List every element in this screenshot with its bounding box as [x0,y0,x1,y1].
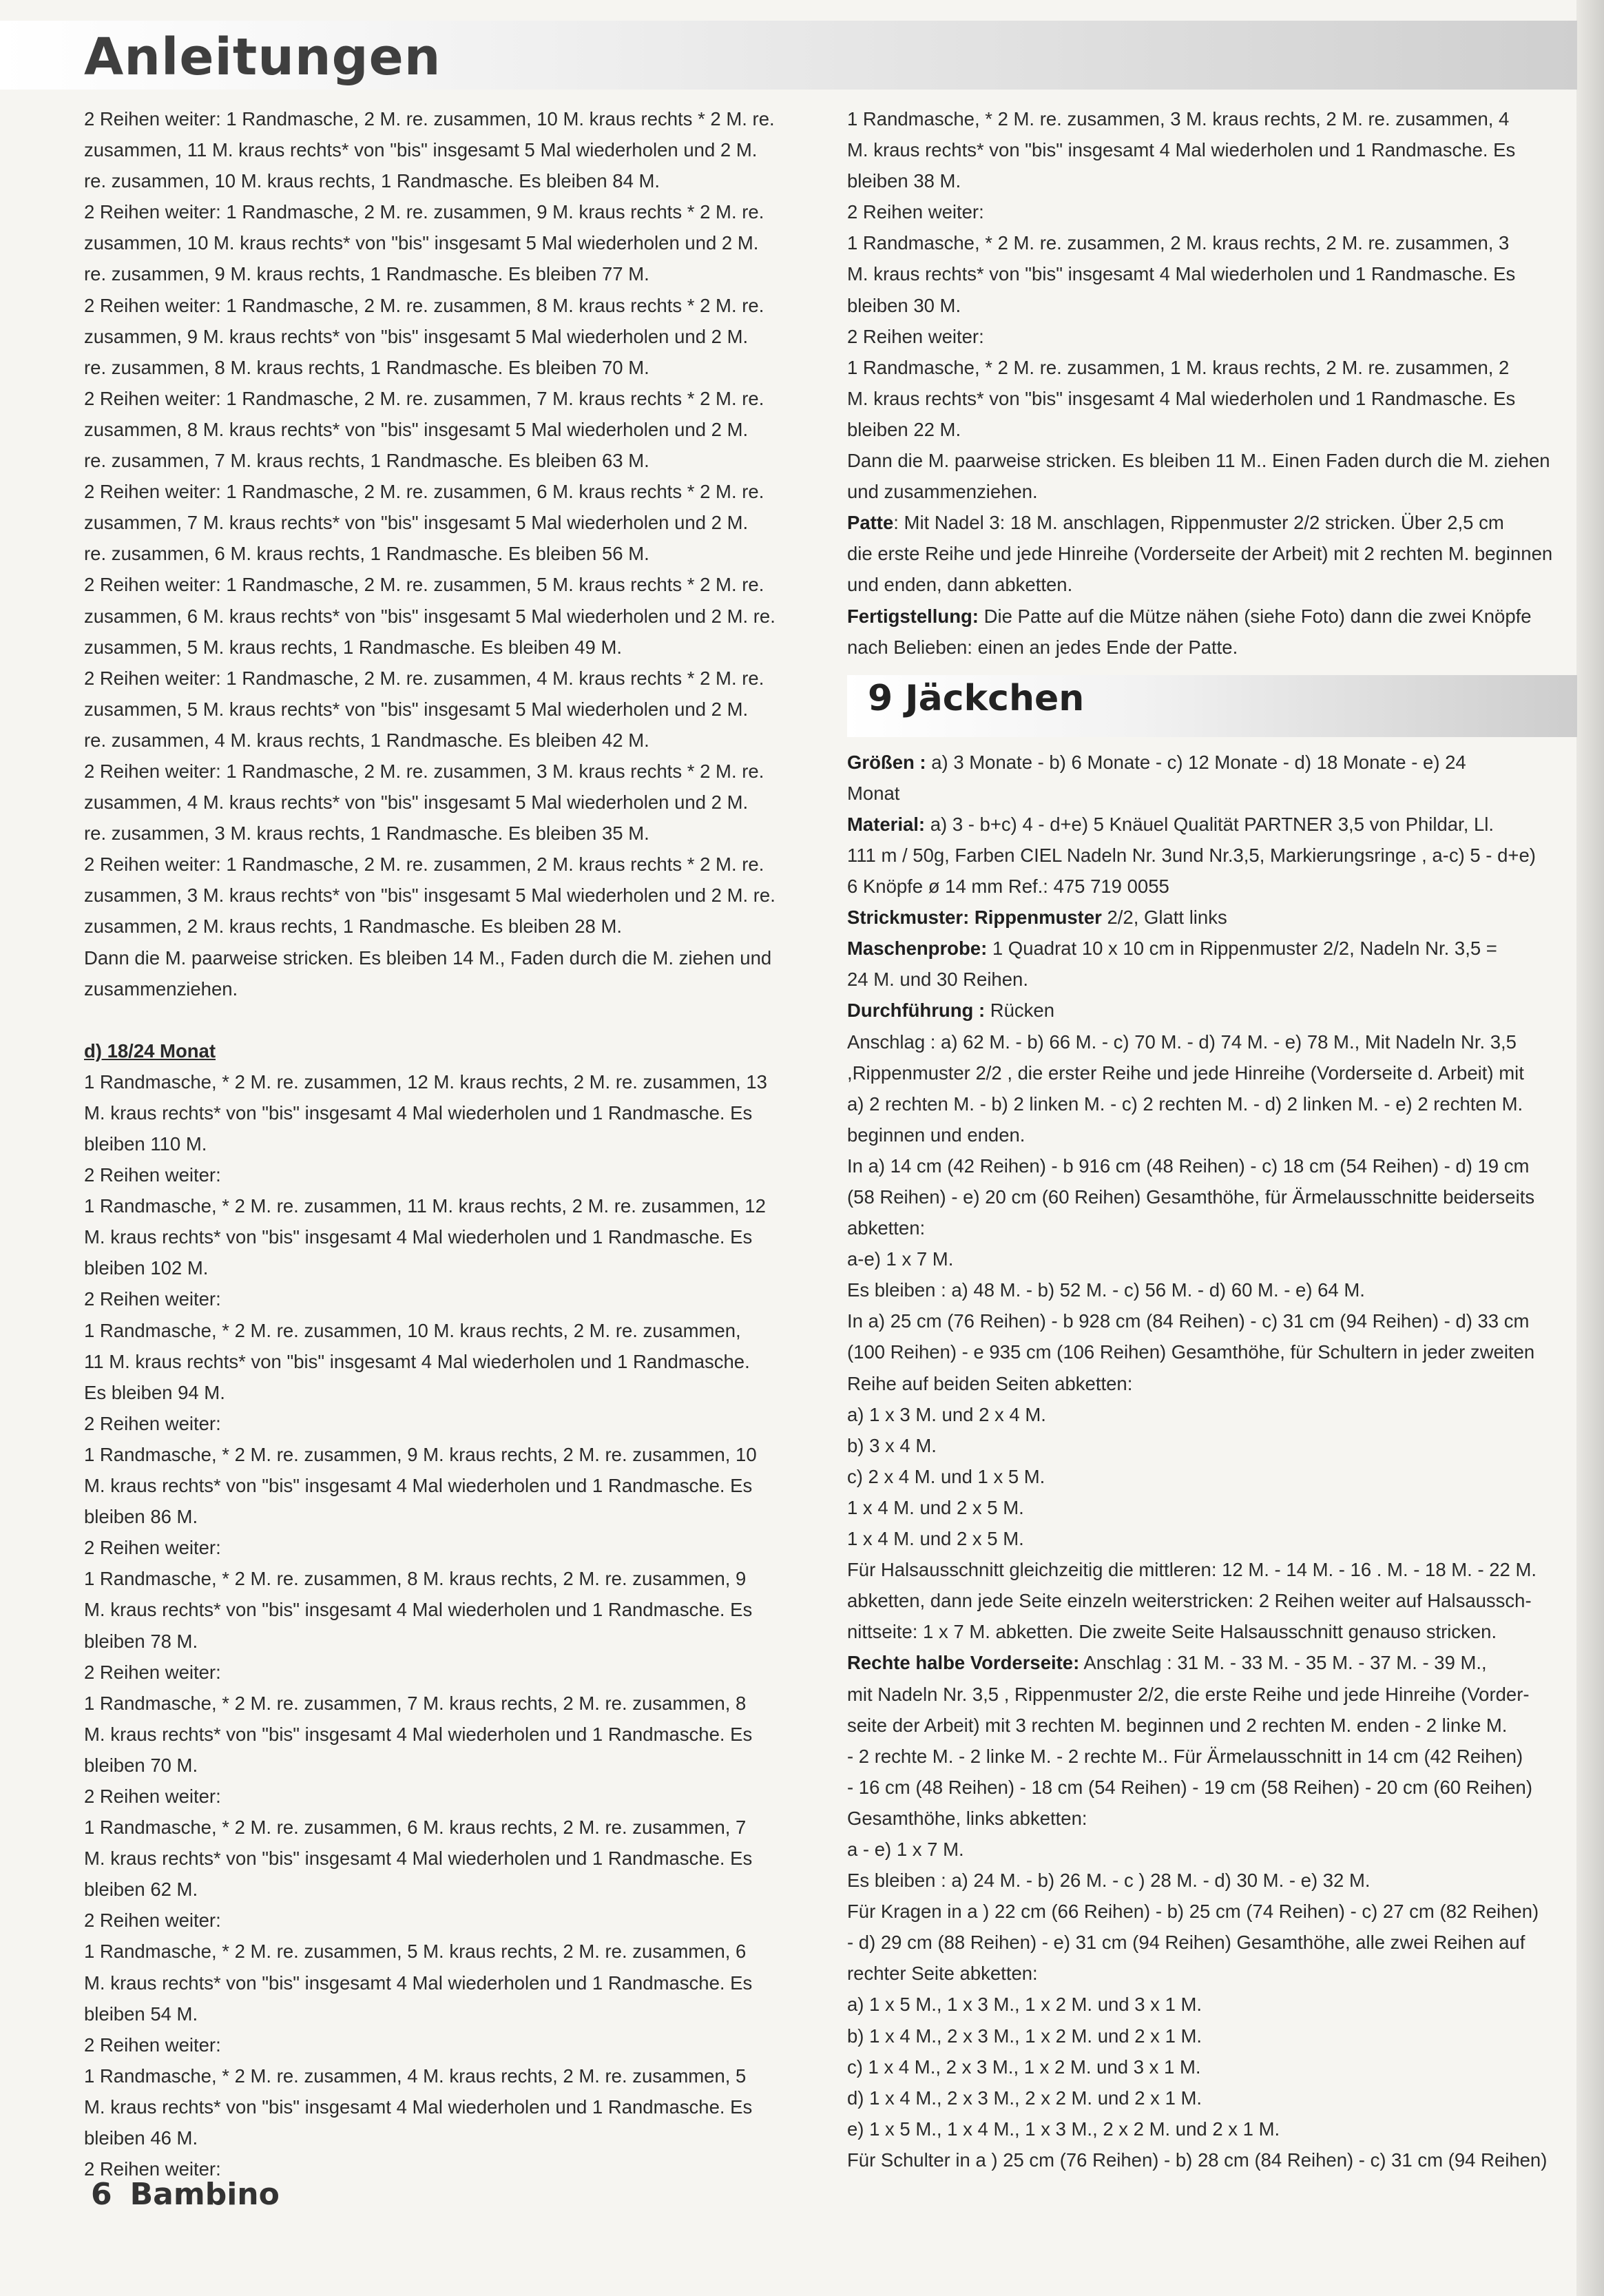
text-line: re. zusammen, 8 M. kraus rechts, 1 Randmasche. Es bleiben 70 M. [84,356,649,378]
page-footer [91,2177,298,2212]
right-column [847,103,1577,2175]
fertig-label: Fertigstellung: [847,605,979,627]
text-line: - 2 rechte M. - 2 linke M. - 2 rechte M.. Für Ärmelausschnitt in 14 cm (42 Reihen) [847,1745,1523,1767]
text-line: zusammen, 9 M. kraus rechts* von "bis" insgesamt 5 Mal wiederholen und 2 M. [84,325,749,347]
text-line: (100 Reihen) - e 935 cm (106 Reihen) Gesamthöhe, für Schultern in jeder zweiten [847,1341,1535,1363]
text-line: a) 1 x 3 M. und 2 x 4 M. [847,1403,1046,1425]
rechte-text: Anschlag : 31 M. - 33 M. - 35 M. - 37 M. - 39 M., [1079,1652,1487,1674]
text-line: 2 Reihen weiter: 1 Randmasche, 2 M. re. zusammen, 7 M. kraus rechts * 2 M. re. [84,387,764,409]
text-line: 11 M. kraus rechts* von "bis" insgesamt 4 Mal wiederholen und 1 Randmasche. [84,1350,750,1372]
text-line: M. kraus rechts* von "bis" insgesamt 4 Mal wiederholen und 1 Randmasche. Es [847,263,1516,285]
text-line: und zusammenziehen. [847,481,1038,503]
text-line: 1 Randmasche, * 2 M. re. zusammen, 10 M. kraus rechts, 2 M. re. zusammen, [84,1319,741,1341]
text-line: 1 Randmasche, * 2 M. re. zusammen, 12 M. kraus rechts, 2 M. re. zusammen, 13 [84,1071,767,1093]
text-line: 1 Randmasche, * 2 M. re. zusammen, 7 M. kraus rechts, 2 M. re. zusammen, 8 [84,1692,747,1714]
text-line: nittseite: 1 x 7 M. abketten. Die zweite Seite Halsausschnitt genauso stricken. [847,1621,1497,1643]
patte-line-2: die erste Reihe und jede Hinreihe (Vorderseite der Arbeit) mit 2 rechten M. beginnen [847,543,1553,565]
text-line: Es bleiben 94 M. [84,1381,225,1403]
material-label: Material: [847,813,926,835]
text-line: Es bleiben : a) 48 M. - b) 52 M. - c) 56 M. - d) 60 M. - e) 64 M. [847,1279,1365,1301]
text-line: 2 Reihen weiter: [84,1164,221,1186]
right-instructions [847,103,1577,507]
material-line-2: 111 m / 50g, Farben CIEL Nadeln Nr. 3und Nr.3,5, Markierungsringe , a-c) 5 - d+e) [847,844,1536,866]
text-line: - 16 cm (48 Reihen) - 18 cm (54 Reihen) - 19 cm (58 Reihen) - 20 cm (60 Reihen) [847,1776,1532,1798]
text-line: re. zusammen, 10 M. kraus rechts, 1 Randmasche. Es bleiben 84 M. [84,170,660,192]
text-line: bleiben 54 M. [84,2003,198,2025]
patte-text: : Mit Nadel 3: 18 M. anschlagen, Rippenmuster 2/2 stricken. Über 2,5 cm [893,512,1504,534]
groessen-label: Größen : [847,751,926,773]
rechte-label: Rechte halbe Vorderseite: [847,1652,1080,1674]
text-line: 1 x 4 M. und 2 x 5 M. [847,1528,1024,1550]
patte-line-3: und enden, dann abketten. [847,574,1073,596]
fertig-line [847,601,1577,632]
text-line: 2 Reihen weiter: 1 Randmasche, 2 M. re. zusammen, 2 M. kraus rechts * 2 M. re. [84,854,764,876]
text-line: 2 Reihen weiter: [84,2034,221,2056]
text-line: 1 Randmasche, * 2 M. re. zusammen, 11 M. kraus rechts, 2 M. re. zusammen, 12 [84,1195,766,1217]
text-line: bleiben 22 M. [847,418,961,440]
patte-label: Patte [847,512,894,534]
text-line: e) 1 x 5 M., 1 x 4 M., 1 x 3 M., 2 x 2 M. und 2 x 1 M. [847,2118,1280,2140]
text-line: zusammen, 10 M. kraus rechts* von "bis" insgesamt 5 Mal wiederholen und 2 M. [84,232,759,254]
text-line: M. kraus rechts* von "bis" insgesamt 4 Mal wiederholen und 1 Randmasche. Es [84,1226,753,1248]
text-line: seite der Arbeit) mit 3 rechten M. beginnen und 2 rechten M. enden - 2 linke M. [847,1714,1508,1736]
text-line: re. zusammen, 3 M. kraus rechts, 1 Randmasche. Es bleiben 35 M. [84,823,649,845]
text-line: abketten: [847,1217,926,1239]
text-line: 2 Reihen weiter: 1 Randmasche, 2 M. re. zusammen, 8 M. kraus rechts * 2 M. re. [84,294,764,316]
text-line: 2 Reihen weiter: [84,1785,221,1807]
text-line: 1 Randmasche, * 2 M. re. zusammen, 4 M. kraus rechts, 2 M. re. zusammen, 5 [84,2065,747,2087]
text-line: mit Nadeln Nr. 3,5 , Rippenmuster 2/2, die erste Reihe und jede Hinreihe (Vorder- [847,1683,1530,1705]
maschenprobe-line [847,933,1577,964]
text-line: zusammen, 5 M. kraus rechts, 1 Randmasche. Es bleiben 49 M. [84,636,623,658]
text-line: 1 Randmasche, * 2 M. re. zusammen, 2 M. kraus rechts, 2 M. re. zusammen, 3 [847,232,1510,254]
text-line: zusammen, 8 M. kraus rechts* von "bis" insgesamt 5 Mal wiederholen und 2 M. [84,418,749,440]
text-line: M. kraus rechts* von "bis" insgesamt 4 Mal wiederholen und 1 Randmasche. Es [84,1723,753,1745]
text-line: bleiben 110 M. [84,1133,207,1155]
text-line: re. zusammen, 4 M. kraus rechts, 1 Randmasche. Es bleiben 42 M. [84,729,649,751]
section-heading-box [847,675,1577,737]
strickmuster-line [847,902,1577,933]
text-line: 2 Reihen weiter: 1 Randmasche, 2 M. re. zusammen, 10 M. kraus rechts * 2 M. re. [84,108,775,130]
text-line: ,Rippenmuster 2/2 , die erster Reihe und jede Hinreihe (Vorderseite d. Arbeit) mit [847,1062,1524,1084]
groessen-line [847,747,1577,778]
text-line: Dann die M. paarweise stricken. Es bleiben 14 M., Faden durch die M. ziehen und [84,947,772,969]
material-text: a) 3 - b+c) 4 - d+e) 5 Knäuel Qualität PARTNER 3,5 von Phildar, Ll. [925,813,1494,835]
text-line: Es bleiben : a) 24 M. - b) 26 M. - c ) 28 M. - d) 30 M. - e) 32 M. [847,1870,1371,1892]
text-line: 1 Randmasche, * 2 M. re. zusammen, 8 M. kraus rechts, 2 M. re. zusammen, 9 [84,1568,747,1590]
fertig-line-2: nach Belieben: einen an jedes Ende der Patte. [847,636,1238,658]
text-line: 2 Reihen weiter: [847,201,984,223]
text-line: Reihe auf beiden Seiten abketten: [847,1372,1133,1394]
strickmuster-text: 2/2, Glatt links [1101,907,1227,929]
text-line: Anschlag : a) 62 M. - b) 66 M. - c) 70 M. - d) 74 M. - e) 78 M., Mit Nadeln Nr. 3,5 [847,1031,1517,1053]
rechte-line [847,1647,1577,1678]
text-line: 2 Reihen weiter: [84,1537,221,1559]
text-line: 1 Randmasche, * 2 M. re. zusammen, 3 M. kraus rechts, 2 M. re. zusammen, 4 [847,108,1510,130]
durchfuehrung-label: Durchführung : [847,1000,986,1022]
text-line: a) 2 rechten M. - b) 2 linken M. - c) 2 rechten M. - d) 2 linken M. - e) 2 rechten M. [847,1093,1523,1115]
text-line: abketten, dann jede Seite einzeln weiterstricken: 2 Reihen weiter auf Halsaussch- [847,1590,1532,1612]
text-line: zusammen, 5 M. kraus rechts* von "bis" insgesamt 5 Mal wiederholen und 2 M. [84,698,749,720]
groessen-text: a) 3 Monate - b) 6 Monate - c) 12 Monate - d) 18 Monate - e) 24 [926,751,1466,773]
text-line: 2 Reihen weiter: 1 Randmasche, 2 M. re. zusammen, 9 M. kraus rechts * 2 M. re. [84,201,764,223]
section-title: 9 Jäckchen [868,677,1085,719]
spacer [84,1004,814,1035]
text-line: M. kraus rechts* von "bis" insgesamt 4 Mal wiederholen und 1 Randmasche. Es [847,139,1516,161]
magazine-name: Bambino [129,2177,280,2212]
patte-line [847,507,1577,538]
text-line: bleiben 46 M. [84,2127,198,2149]
text-line: a) 1 x 5 M., 1 x 3 M., 1 x 2 M. und 3 x 1 M. [847,1994,1202,2016]
text-line: zusammen, 7 M. kraus rechts* von "bis" insgesamt 5 Mal wiederholen und 2 M. [84,512,749,534]
text-line: a-e) 1 x 7 M. [847,1248,954,1270]
text-line: 2 Reihen weiter: 1 Randmasche, 2 M. re. zusammen, 4 M. kraus rechts * 2 M. re. [84,667,764,689]
text-line: a - e) 1 x 7 M. [847,1838,964,1860]
right-instructions-3 [847,1679,1577,2176]
text-line: M. kraus rechts* von "bis" insgesamt 4 Mal wiederholen und 1 Randmasche. Es [84,1475,753,1497]
text-line: zusammenziehen. [84,978,238,1000]
left-instructions-2 [84,1066,814,2184]
text-line: 2 Reihen weiter: [84,1910,221,1932]
text-line: re. zusammen, 6 M. kraus rechts, 1 Randmasche. Es bleiben 56 M. [84,543,649,565]
text-line: bleiben 78 M. [84,1630,198,1652]
text-line: - d) 29 cm (88 Reihen) - e) 31 cm (94 Reihen) Gesamthöhe, alle zwei Reihen auf [847,1932,1525,1954]
text-line: M. kraus rechts* von "bis" insgesamt 4 Mal wiederholen und 1 Randmasche. Es [84,2096,753,2118]
text-line: Für Schulter in a ) 25 cm (76 Reihen) - b) 28 cm (84 Reihen) - c) 31 cm (94 Reihen) [847,2149,1548,2171]
text-line: zusammen, 4 M. kraus rechts* von "bis" insgesamt 5 Mal wiederholen und 2 M. [84,792,749,814]
text-line: 1 Randmasche, * 2 M. re. zusammen, 6 M. kraus rechts, 2 M. re. zusammen, 7 [84,1817,747,1839]
text-line: 1 x 4 M. und 2 x 5 M. [847,1496,1024,1518]
text-line: bleiben 62 M. [84,1879,198,1901]
fertig-text: Die Patte auf die Mütze nähen (siehe Foto) dann die zwei Knöpfe [978,605,1532,627]
text-line: M. kraus rechts* von "bis" insgesamt 4 Mal wiederholen und 1 Randmasche. Es [84,1102,753,1124]
right-instructions-2 [847,1026,1577,1648]
text-line: Für Halsausschnitt gleichzeitig die mittleren: 12 M. - 14 M. - 16 . M. - 18 M. - 22 M. [847,1559,1537,1581]
strickmuster-label: Strickmuster: Rippenmuster [847,907,1102,929]
maschenprobe-line-2: 24 M. und 30 Reihen. [847,969,1028,991]
groessen-line-2: Monat [847,782,900,804]
text-line: b) 1 x 4 M., 2 x 3 M., 1 x 2 M. und 2 x 1 M. [847,2025,1202,2047]
text-line: M. kraus rechts* von "bis" insgesamt 4 Mal wiederholen und 1 Randmasche. Es [84,1599,753,1621]
durchfuehrung-line [847,995,1577,1026]
text-line: 2 Reihen weiter: [847,325,984,347]
text-line: c) 1 x 4 M., 2 x 3 M., 1 x 2 M. und 3 x 1 M. [847,2056,1201,2078]
page-title: Anleitungen [84,28,441,87]
text-line: 2 Reihen weiter: 1 Randmasche, 2 M. re. zusammen, 5 M. kraus rechts * 2 M. re. [84,574,764,596]
text-line: M. kraus rechts* von "bis" insgesamt 4 Mal wiederholen und 1 Randmasche. Es [84,1972,753,1994]
text-line: zusammen, 2 M. kraus rechts, 1 Randmasche. Es bleiben 28 M. [84,916,623,938]
durchfuehrung-text: Rücken [985,1000,1054,1022]
text-line: rechter Seite abketten: [847,1963,1038,1985]
text-line: zusammen, 11 M. kraus rechts* von "bis" insgesamt 5 Mal wiederholen und 2 M. [84,139,758,161]
left-instructions [84,103,814,1004]
text-line: bleiben 70 M. [84,1754,198,1776]
text-line: M. kraus rechts* von "bis" insgesamt 4 Mal wiederholen und 1 Randmasche. Es [84,1848,753,1870]
text-line: bleiben 86 M. [84,1506,198,1528]
material-line-3: 6 Knöpfe ø 14 mm Ref.: 475 719 0055 [847,876,1169,898]
left-column [84,103,814,2184]
page-number: 6 [91,2177,112,2212]
text-line: c) 2 x 4 M. und 1 x 5 M. [847,1465,1045,1487]
text-line: (58 Reihen) - e) 20 cm (60 Reihen) Gesamthöhe, für Ärmelausschnitte beiderseits [847,1186,1535,1208]
text-line: Dann die M. paarweise stricken. Es bleiben 11 M.. Einen Faden durch die M. ziehen [847,450,1550,472]
text-line: 2 Reihen weiter: [84,1412,221,1434]
page-edge-shadow [1576,0,1604,2296]
text-line: 1 Randmasche, * 2 M. re. zusammen, 5 M. kraus rechts, 2 M. re. zusammen, 6 [84,1941,747,1963]
material-line [847,809,1577,840]
subheading-18-24: d) 18/24 Monat [84,1040,216,1062]
text-line: 1 Randmasche, * 2 M. re. zusammen, 9 M. kraus rechts, 2 M. re. zusammen, 10 [84,1443,757,1465]
text-line: bleiben 30 M. [847,294,961,316]
text-line: 1 Randmasche, * 2 M. re. zusammen, 1 M. kraus rechts, 2 M. re. zusammen, 2 [847,356,1510,378]
text-line: 2 Reihen weiter: 1 Randmasche, 2 M. re. zusammen, 6 M. kraus rechts * 2 M. re. [84,481,764,503]
text-line: bleiben 102 M. [84,1257,209,1279]
text-line: bleiben 38 M. [847,170,961,192]
maschenprobe-label: Maschenprobe: [847,938,988,960]
text-line: M. kraus rechts* von "bis" insgesamt 4 Mal wiederholen und 1 Randmasche. Es [847,387,1516,409]
text-line: re. zusammen, 9 M. kraus rechts, 1 Randmasche. Es bleiben 77 M. [84,263,649,285]
text-line: re. zusammen, 7 M. kraus rechts, 1 Randmasche. Es bleiben 63 M. [84,450,649,472]
text-line: 2 Reihen weiter: [84,1661,221,1683]
text-line: Für Kragen in a ) 22 cm (66 Reihen) - b) 25 cm (74 Reihen) - c) 27 cm (82 Reihen) [847,1901,1539,1923]
maschenprobe-text: 1 Quadrat 10 x 10 cm in Rippenmuster 2/2, Nadeln Nr. 3,5 = [987,938,1497,960]
text-line: 2 Reihen weiter: 1 Randmasche, 2 M. re. zusammen, 3 M. kraus rechts * 2 M. re. [84,760,764,782]
text-line: In a) 25 cm (76 Reihen) - b 928 cm (84 Reihen) - c) 31 cm (94 Reihen) - d) 33 cm [847,1310,1530,1332]
text-line: d) 1 x 4 M., 2 x 3 M., 2 x 2 M. und 2 x 1 M. [847,2087,1202,2109]
text-line: zusammen, 3 M. kraus rechts* von "bis" insgesamt 5 Mal wiederholen und 2 M. re. [84,885,775,907]
text-line: 2 Reihen weiter: [84,1288,221,1310]
text-line: Gesamthöhe, links abketten: [847,1807,1087,1829]
text-line: beginnen und enden. [847,1124,1025,1146]
text-line: b) 3 x 4 M. [847,1434,937,1456]
text-line: zusammen, 6 M. kraus rechts* von "bis" insgesamt 5 Mal wiederholen und 2 M. re. [84,605,775,627]
text-line: 2 Reihen weiter: [84,2158,221,2180]
text-line: In a) 14 cm (42 Reihen) - b 916 cm (48 Reihen) - c) 18 cm (54 Reihen) - d) 19 cm [847,1155,1530,1177]
